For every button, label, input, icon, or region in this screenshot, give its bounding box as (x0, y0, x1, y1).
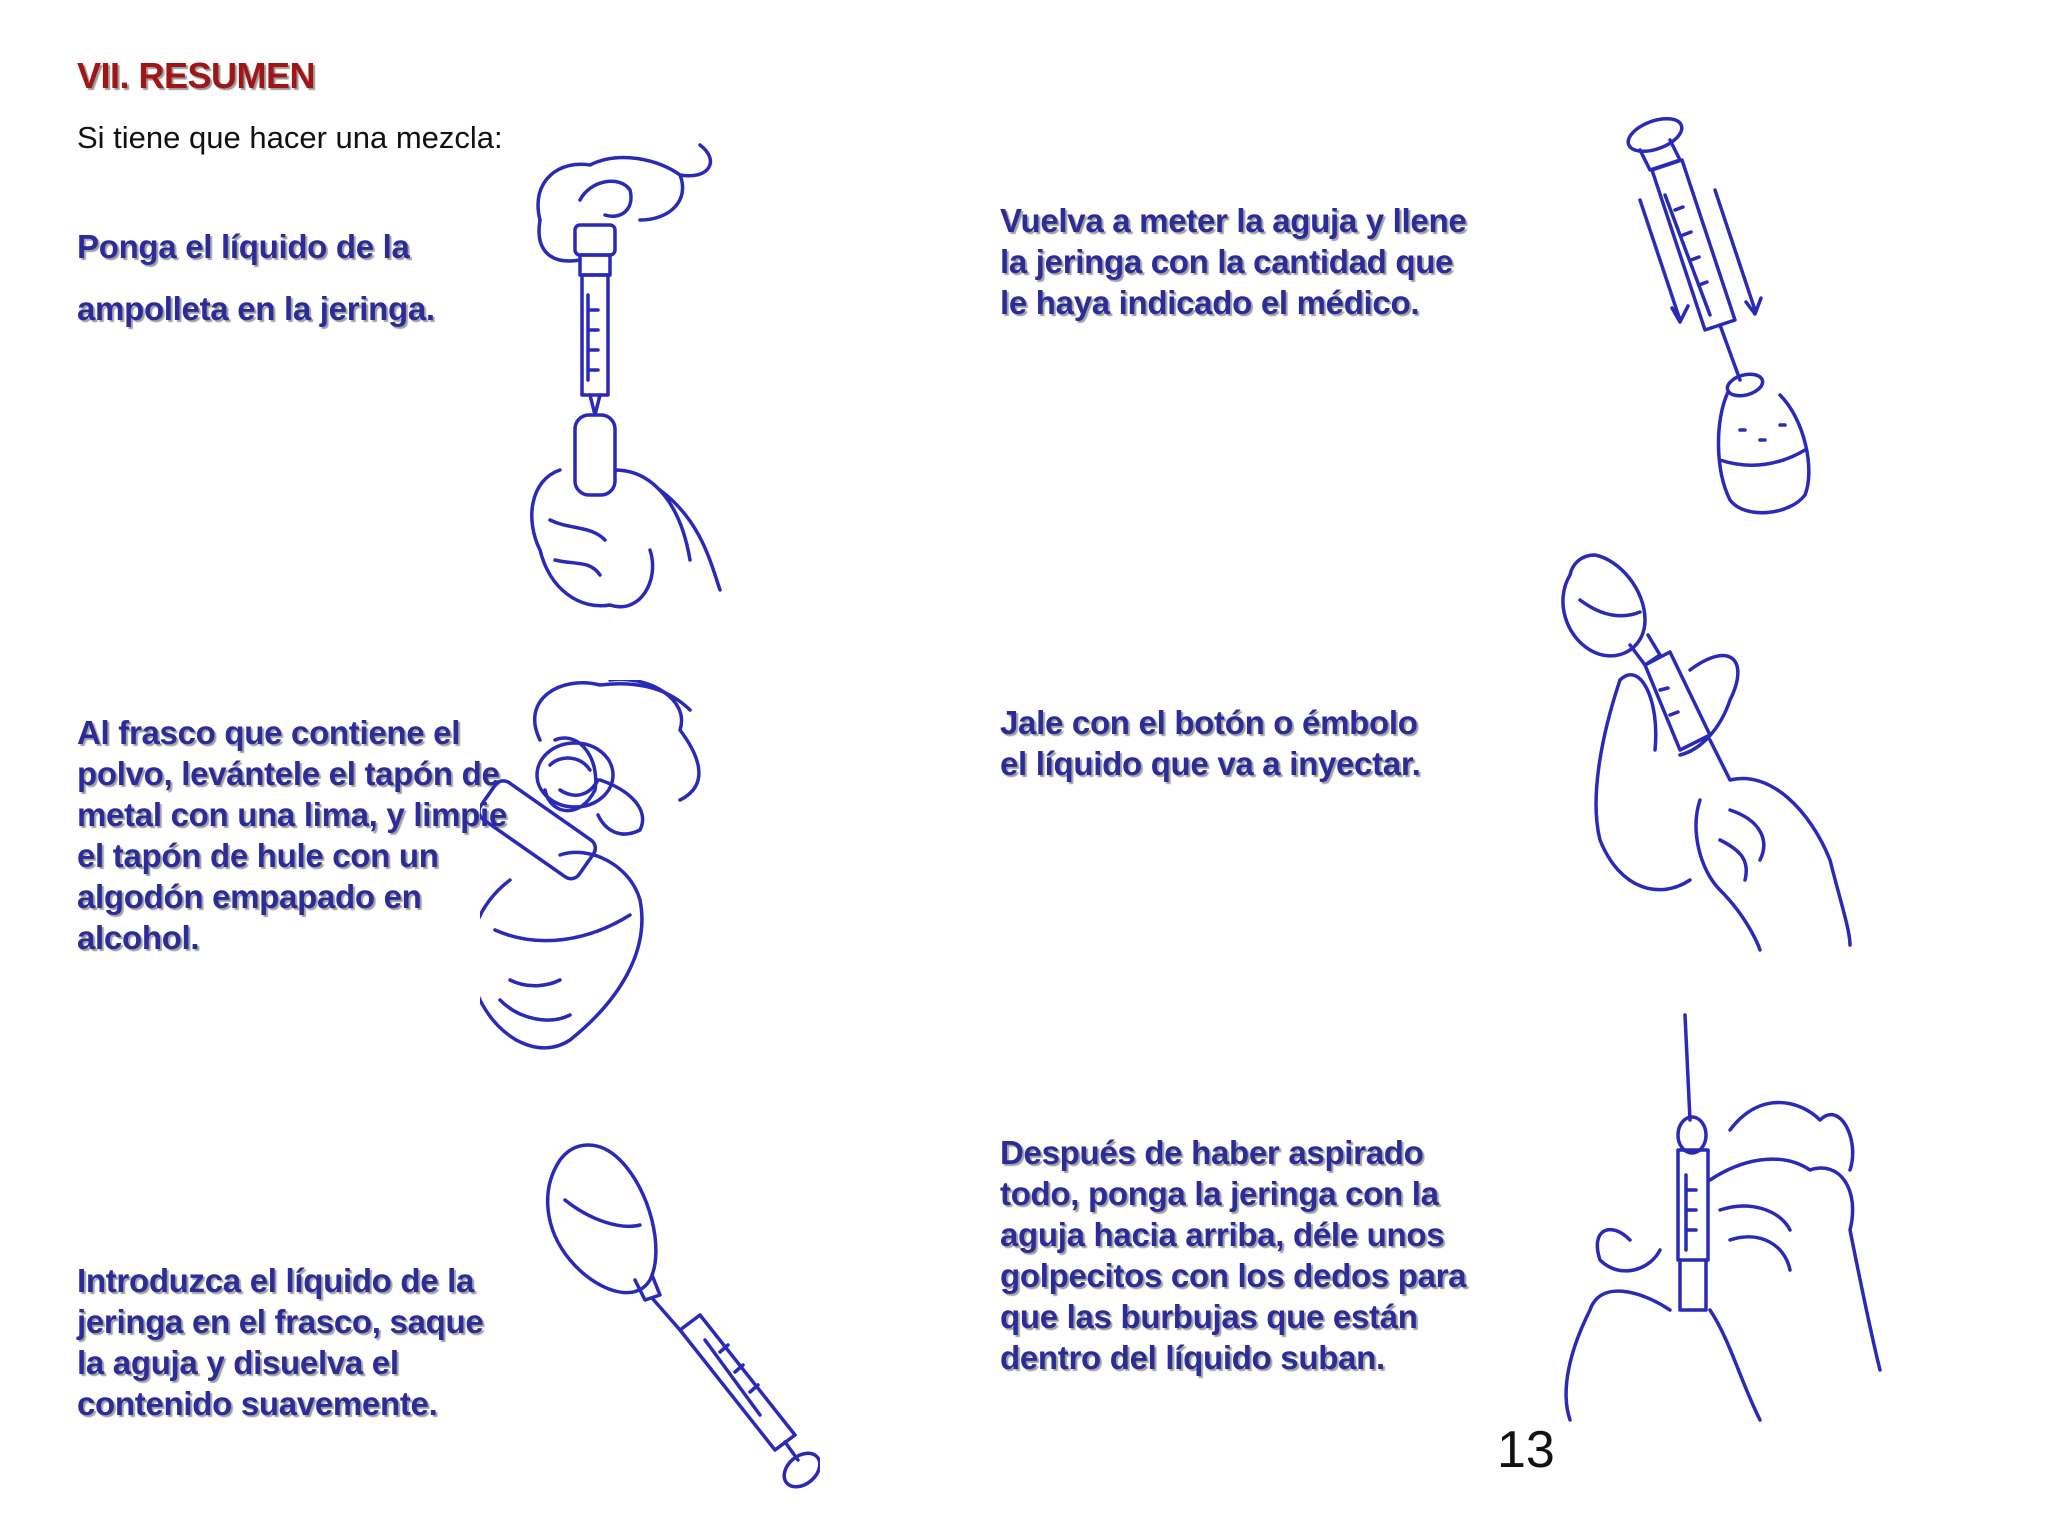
step-3-line: jeringa en el frasco, saque (77, 1303, 484, 1340)
step-6-line: golpecitos con los dedos para (1000, 1257, 1467, 1294)
step-2-line: Al frasco que contiene el (77, 714, 461, 751)
page-number: 13 (1497, 1421, 1555, 1479)
syringe-into-vial-illustration (540, 1130, 820, 1510)
ampoule-syringe-illustration (520, 140, 740, 630)
step-3-line: contenido suavemente. (77, 1385, 438, 1422)
step-6-line: Después de haber aspirado (1000, 1134, 1424, 1171)
intro-text: Si tiene que hacer una mezcla: (77, 120, 503, 155)
step-3-text (77, 1260, 483, 1424)
step-4-line: le haya indicado el médico. (1000, 284, 1420, 321)
step-2-line: polvo, levántele el tapón de (77, 755, 500, 792)
step-2-line: metal con una lima, y limpie (77, 796, 507, 833)
tapping-syringe-illustration (1530, 1010, 1890, 1430)
step-2-line: el tapón de hule con un (77, 837, 439, 874)
step-4-line: Vuelva a meter la aguja y llene (1000, 202, 1467, 239)
syringe-above-vial-illustration (1620, 110, 1850, 540)
step-2-text (77, 712, 507, 958)
step-5-line: el líquido que va a inyectar. (1000, 745, 1421, 782)
step-1-line: ampolleta en la jeringa. (77, 290, 435, 327)
step-3-line: Introduzca el líquido de la (77, 1262, 475, 1299)
step-1-line: Ponga el líquido de la (77, 228, 410, 265)
step-6-line: aguja hacia arriba, déle unos (1000, 1216, 1445, 1253)
step-6-text (1000, 1132, 1466, 1378)
step-5-text (1000, 702, 1420, 784)
bottle-cotton-illustration (480, 680, 820, 1080)
step-4-text (1000, 200, 1466, 323)
step-5-line: Jale con el botón o émbolo (1000, 704, 1418, 741)
step-3-line: la aguja y disuelva el (77, 1344, 399, 1381)
step-6-line: dentro del líquido suban. (1000, 1339, 1385, 1376)
step-4-line: la jeringa con la cantidad que (1000, 243, 1454, 280)
pulling-plunger-illustration (1560, 540, 1900, 960)
step-6-line: que las burbujas que están (1000, 1298, 1418, 1335)
step-2-line: algodón empapado en (77, 878, 422, 915)
step-6-line: todo, ponga la jeringa con la (1000, 1175, 1439, 1212)
step-1-text (77, 216, 435, 340)
step-2-line: alcohol. (77, 919, 200, 956)
page-title: VII. RESUMEN (77, 55, 316, 96)
